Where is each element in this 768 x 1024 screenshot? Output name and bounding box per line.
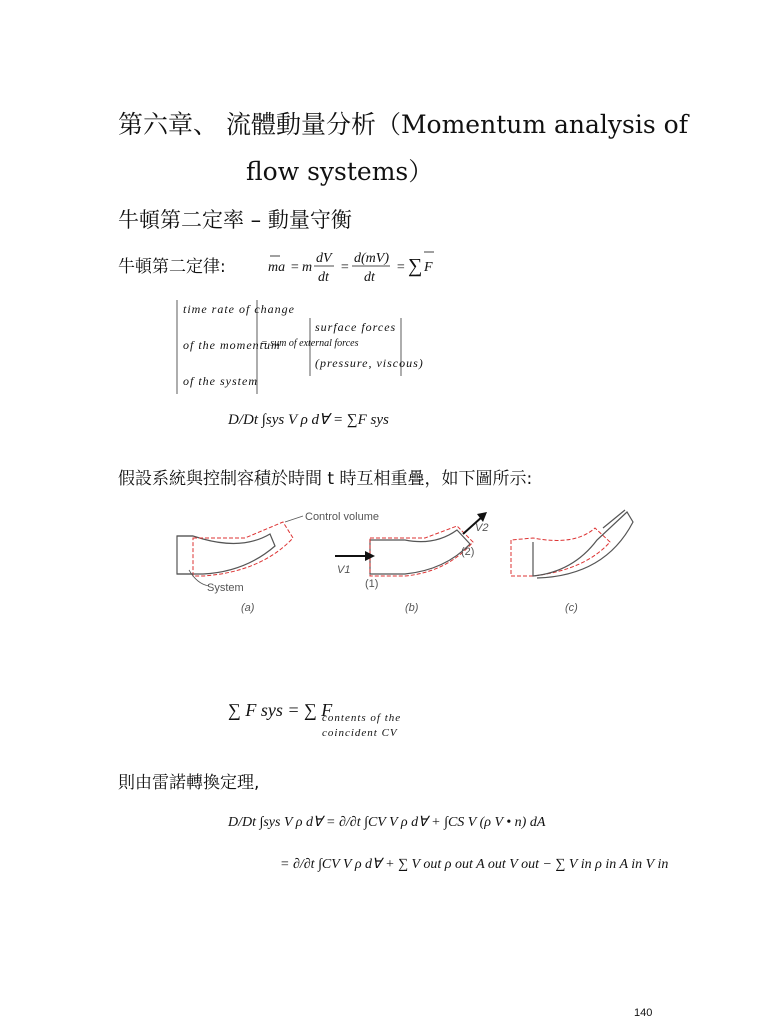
svg-text:ma: ma	[268, 260, 286, 275]
figure-c	[511, 510, 633, 578]
figure-a	[177, 516, 303, 586]
overlap-statement: 假設系統與控制容積於時間 t 時互相重疊，如下圖所示:	[118, 469, 533, 489]
chapter-title-en-1: （Momentum analysis of	[375, 110, 688, 139]
caption-b: (b)	[405, 602, 419, 614]
svg-text:=: =	[290, 260, 300, 275]
svg-text:d(mV): d(mV)	[354, 251, 389, 266]
force-equation: ∑ F sys = ∑ F	[228, 700, 333, 720]
svg-text:dt: dt	[318, 270, 329, 285]
v2-label: V2	[475, 522, 489, 534]
svg-text:=: =	[340, 260, 350, 275]
rtt-intro: 則由雷諾轉換定理,	[118, 773, 260, 793]
section-1-label: (1)	[365, 578, 379, 590]
system-equation	[228, 410, 389, 429]
matrix-right-2: (pressure, viscous)	[315, 356, 424, 370]
matrix-mid: = sum of external forces	[261, 338, 359, 349]
v1-label: V1	[337, 564, 351, 576]
matrix-right-1: surface forces	[315, 320, 397, 334]
matrix-left-2: of the momentum	[183, 338, 281, 352]
chapter-title-en-2: flow systems）	[246, 157, 434, 186]
system-label: System	[207, 582, 244, 594]
newton-equation-graphic	[262, 244, 502, 288]
matrix-left-1: time rate of change	[183, 302, 295, 316]
svg-text:F: F	[424, 260, 433, 275]
section-2-label: (2)	[461, 546, 475, 558]
rtt-line-1: D/Dt ∫sys V ρ d∀ = ∂/∂t ∫CV V ρ d∀ + ∫CS V (ρ V • n) dA	[228, 815, 546, 830]
page-number: 140	[634, 1007, 653, 1019]
svg-text:dt: dt	[364, 270, 375, 285]
svg-text:∑: ∑	[408, 255, 423, 277]
force-eq-sub-2: coincident CV	[322, 727, 398, 739]
law-label: 牛頓第二定律:	[118, 257, 226, 277]
system-eq-rhs: = ∑F sys	[333, 412, 389, 428]
matrix-left-3: of the system	[183, 374, 258, 388]
control-volume-figure	[165, 506, 645, 616]
momentum-statement	[175, 298, 424, 398]
svg-text:m: m	[302, 260, 313, 275]
system-eq-lhs: D/Dt ∫sys V ρ d∀	[228, 412, 330, 428]
newton-equation	[262, 244, 502, 288]
svg-text:dV: dV	[316, 251, 332, 266]
figure-graphic	[165, 506, 645, 616]
control-volume-label: Control volume	[305, 511, 379, 523]
svg-text:=: =	[396, 260, 406, 275]
caption-c: (c)	[565, 602, 578, 614]
force-eq-sub-1: contents of the	[322, 712, 402, 724]
section-heading: 牛頓第二定率 – 動量守衡	[118, 208, 352, 232]
chapter-title	[118, 108, 688, 142]
caption-a: (a)	[241, 602, 255, 614]
chapter-title-cn: 第六章、 流體動量分析	[118, 110, 376, 139]
rtt-line-2: = ∂/∂t ∫CV V ρ d∀ + ∑ V out ρ out A out V out − ∑ V in ρ in A in V in	[280, 857, 669, 872]
